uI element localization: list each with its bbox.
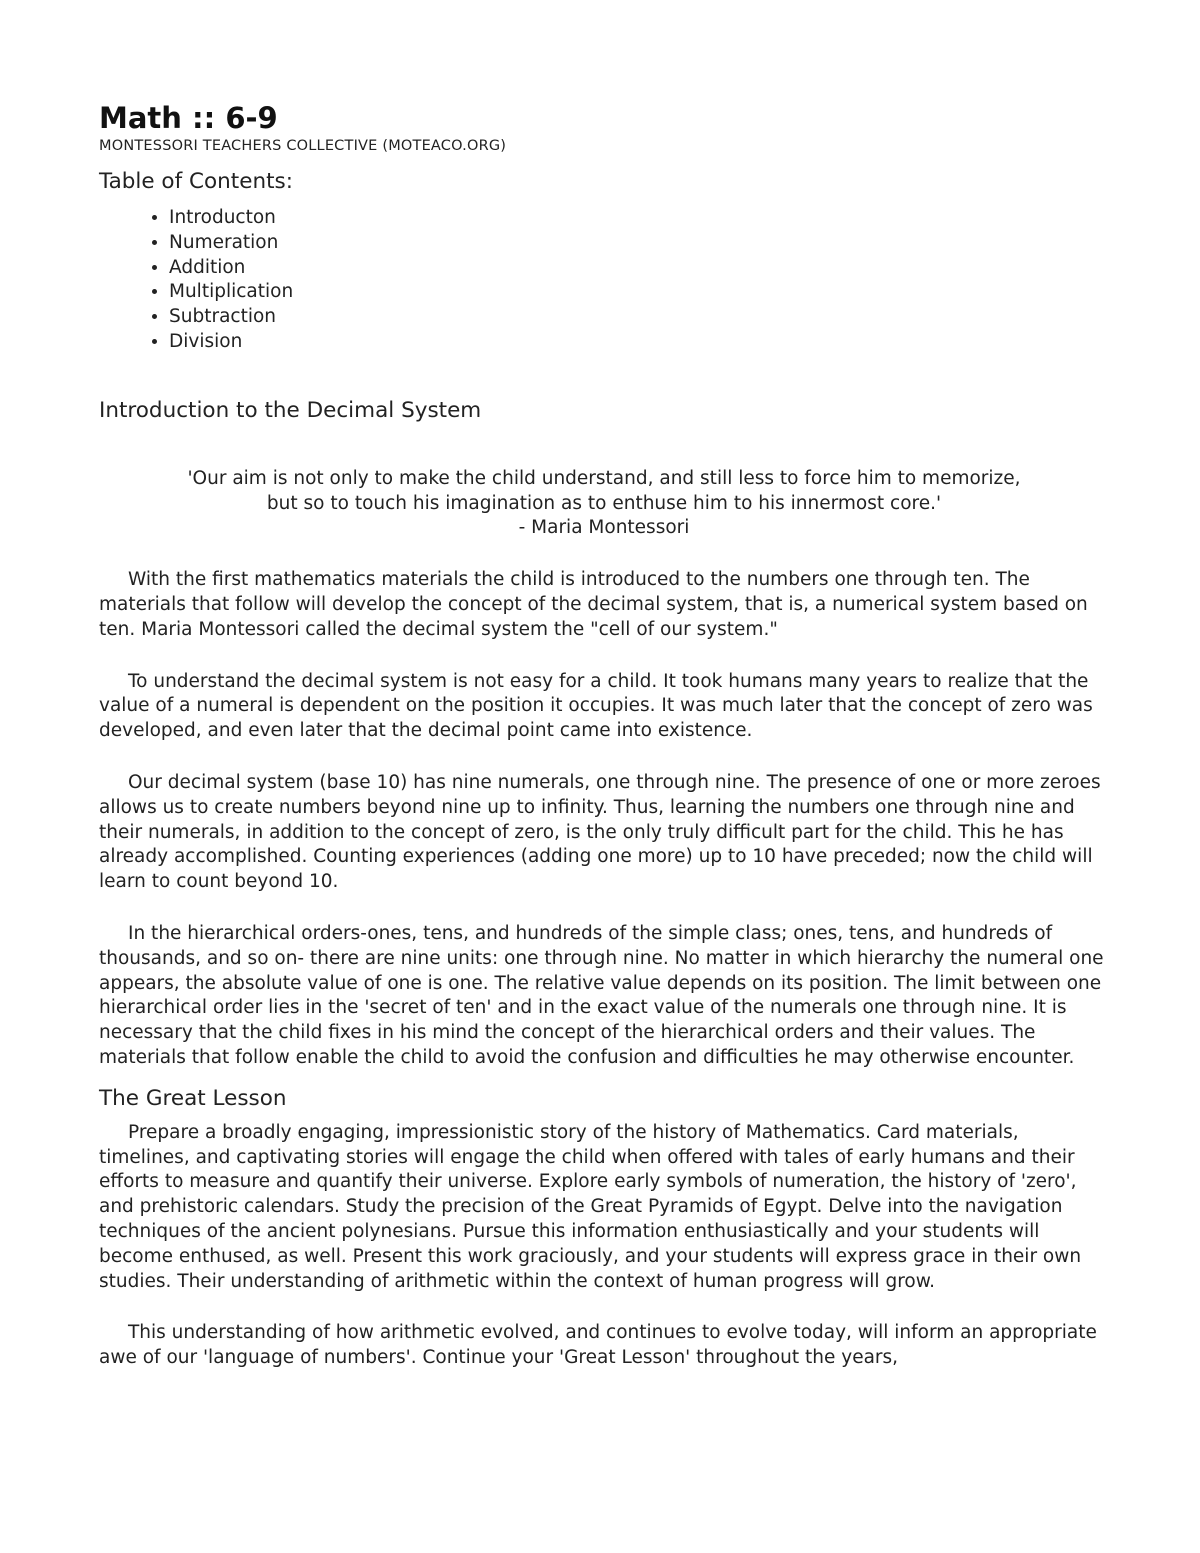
great-lesson-paragraph-2: This understanding of how arithmetic evolved, and continues to evolve today, will inform an appropriate awe of our 'language of numbers'. Continue your 'Great Lesson' throughout the years, (99, 1322, 1097, 1369)
quote-attribution: - Maria Montessori (518, 517, 690, 539)
great-lesson-paragraph-1: Prepare a broadly engaging, impressionistic story of the history of Mathematics. Card materials, timelines, and captivating stories will engage the child when offered with tales of early humans and their efforts to measure and quantify their universe. Explore early symbols of numeration, the history of 'zero', and prehistoric calendars. Study the precision of the Great Pyramids of Egypt. Delve into the navigation techniques of the ancient polynesians. Pursue this information enthusiastically and your students will become enthused, as well. Present this work graciously, and your students will express grace in their own studies. Their understanding of arithmetic within the context of human progress will grow. (99, 1121, 1082, 1292)
toc-item-introduction[interactable]: • Introducton (169, 206, 1109, 231)
document-page (99, 100, 1109, 1371)
page-title: Math :: 6-9 (99, 101, 278, 135)
intro-paragraph-3: Our decimal system (base 10) has nine numerals, one through nine. The presence of one or more zeroes allows us to create numbers beyond nine up to infinity. Thus, learning the numbers one through nine and their numerals, in addition to the concept of zero, is the only truly difficult part for the child. This he has already accomplished. Counting experiences (adding one more) up to 10 have preceded; now the child will learn to count beyond 10. (99, 771, 1101, 893)
intro-paragraph-2: To understand the decimal system is not easy for a child. It took humans many years to realize that the value of a numeral is dependent on the position it occupies. It was much later that the concept of zero was developed, and even later that the decimal point came into existence. (99, 670, 1093, 742)
montessori-quote (99, 467, 1109, 541)
intro-paragraph-1: With the first mathematics materials the child is introduced to the numbers one through ten. The materials that follow will develop the concept of the decimal system, that is, a numerical system based on ten. Maria Montessori called the decimal system the "cell of our system." (99, 569, 1088, 640)
toc-item-multiplication[interactable]: • Multiplication (169, 280, 1109, 305)
toc-item-subtraction[interactable]: • Subtraction (169, 305, 1109, 330)
toc-item-addition[interactable]: • Addition (169, 256, 1109, 281)
toc-item-division[interactable]: • Division (169, 330, 1109, 355)
toc-heading: Table of Contents: (99, 169, 293, 194)
section-heading-intro: Introduction to the Decimal System (99, 397, 482, 423)
page-subtitle: MONTESSORI TEACHERS COLLECTIVE (MOTEACO.ORG) (99, 138, 507, 154)
quote-line-2: but so to touch his imagination as to enthuse him to his innermost core.' (266, 492, 942, 514)
table-of-contents (99, 206, 1109, 355)
intro-paragraph-4: In the hierarchical orders-ones, tens, and hundreds of the simple class; ones, tens, and hundreds of thousands, and so on- there are nine units: one through nine. No matter in which hierarchy the numeral one appears, the absolute value of one is one. The relative value depends on its position. The limit between one hierarchical order lies in the 'secret of ten' and in the exact value of the numerals one through nine. It is necessary that the child fixes in his mind the concept of the hierarchical orders and their values. The materials that follow enable the child to avoid the confusion and difficulties he may otherwise encounter. (99, 922, 1104, 1068)
quote-line-1: 'Our aim is not only to make the child understand, and still less to force him to memorize, (187, 467, 1021, 489)
section-heading-great-lesson: The Great Lesson (99, 1085, 287, 1111)
toc-item-numeration[interactable]: • Numeration (169, 231, 1109, 256)
